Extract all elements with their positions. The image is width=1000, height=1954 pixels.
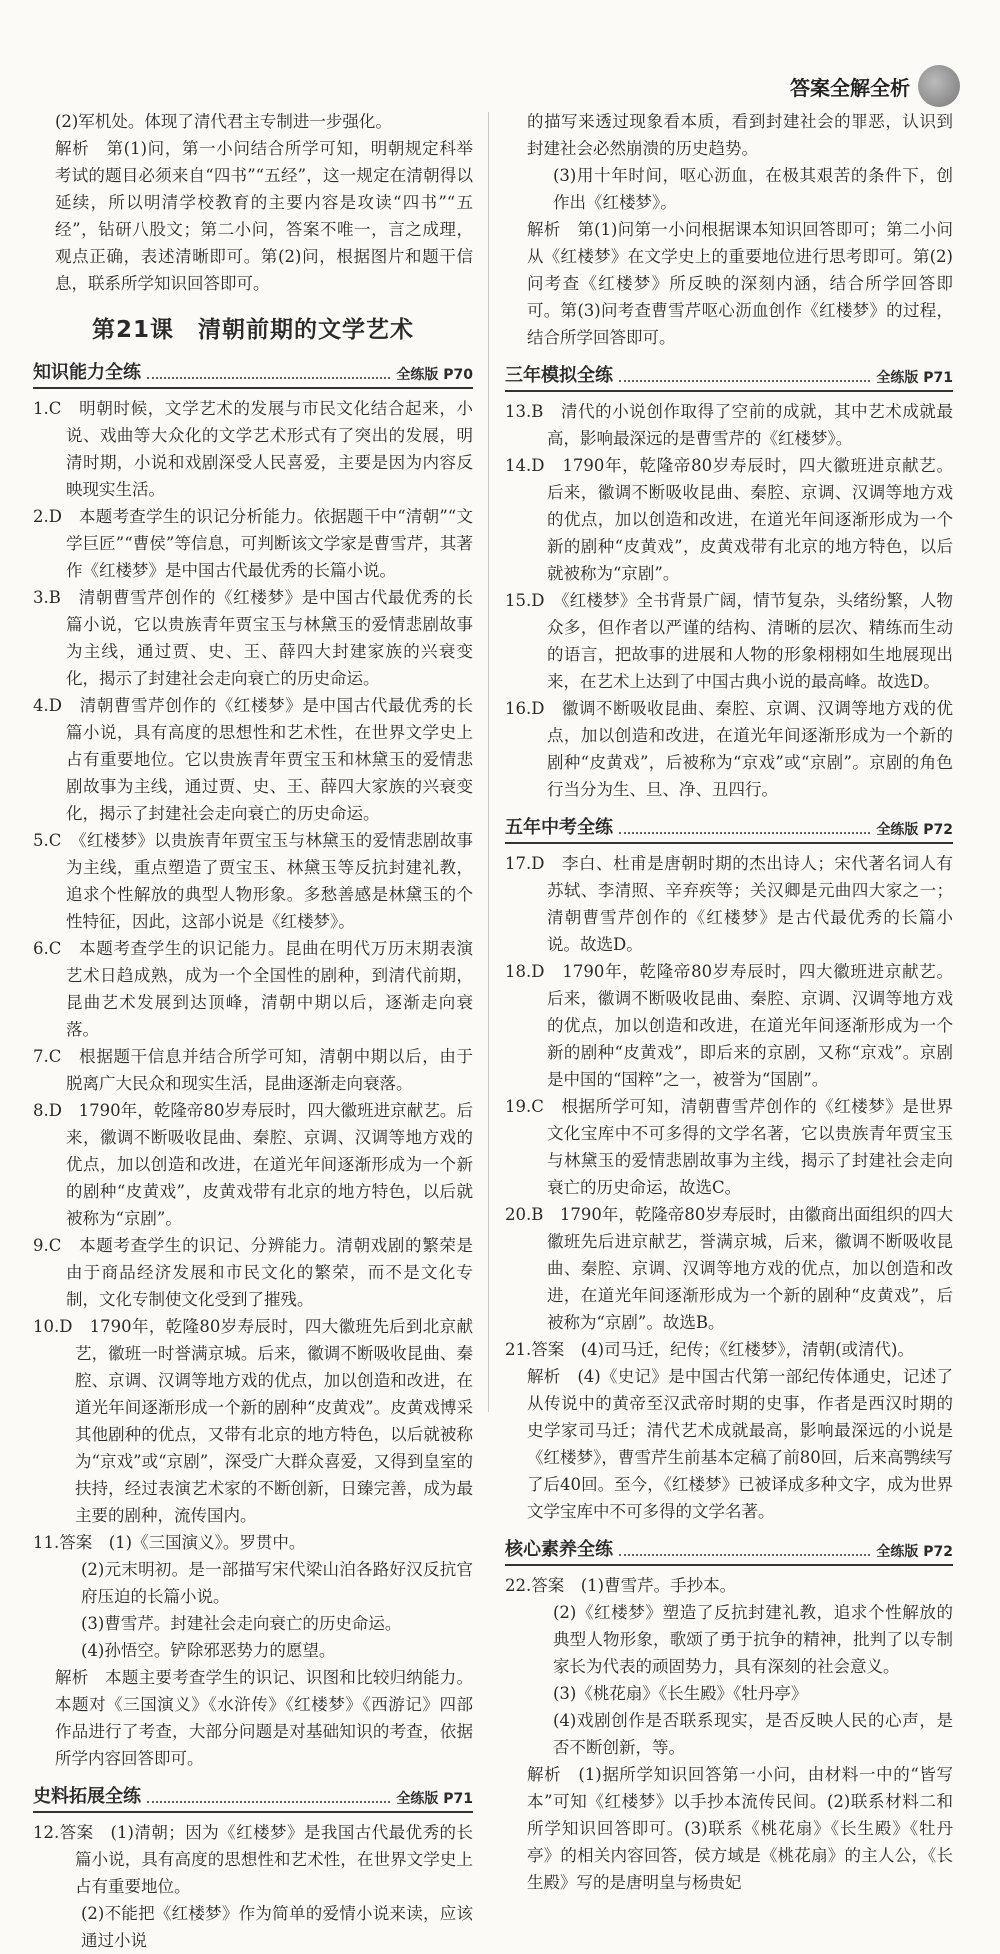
section-dots: [147, 1801, 390, 1803]
answer-item: 19.C 根据所学可知，清朝曹雪芹创作的《红楼梦》是世界文化宝库中不可多得的文学名著，它以贵族青年贾宝玉与林黛玉的爱情悲剧故事为主线，揭示了封建社会走向衰亡的历史命运，故选C。: [505, 1097, 953, 1197]
answer-item: 解析 (4)《史记》是中国古代第一部纪传体通史，记述了从传说中的黄帝至汉武帝时期的史事，作者是西汉时期的史学家司马迁；清代艺术成就最高，影响最深远的小说是《红楼梦》，曹雪芹生前基本定稿了前80回，后来高鹗续写了后40回。至今，《红楼梦》已被译成多种文字，成为世界文学宝库中不可多得的文学名著。: [527, 1367, 953, 1521]
right-section-2: [505, 1535, 953, 1896]
left-section-0: [33, 358, 473, 1772]
answer-item: 20.B 1790年，乾隆帝80岁寿辰时，由徽商出面组织的四大徽班先后进京献艺，誉满京城，后来，徽调不断吸收昆曲、秦腔、京调、汉调等地方戏的优点，加以创造和改进，在道光年间逐渐形成为一个新的剧种“皮黄戏”，后被称为“京剧”。故选B。: [505, 1205, 953, 1332]
lesson-title: 第21课 清朝前期的文学艺术: [91, 317, 414, 343]
answer-item: (3)曹雪芹。封建社会走向衰亡的历史命运。: [81, 1614, 402, 1633]
answer-item: 7.C 根据题干信息并结合所学可知，清朝中期以后，由于脱离广大民众和现实生活，昆曲逐渐走向衰落。: [33, 1047, 473, 1093]
right-section-1: [505, 813, 953, 1525]
intro-paragraph: 解析 第(1)问，第一小问结合所学可知，明朝规定科举考试的题目必须来自“四书”“五经”，这一规定在清朝得以延续，所以明清学校教育的主要内容是攻读“四书”“五经”，钻研八股文；第二小问，答案不唯一，言之成理，观点正确，表述清晰即可。第(2)问，根据图片和题干信息，联系所学知识回答即可。: [55, 139, 473, 293]
section-page-ref: 全练版 P72: [876, 1544, 953, 1560]
section-header: [505, 361, 953, 392]
section-header: [505, 813, 953, 844]
answer-item: 12.答案 (1)清朝；因为《红楼梦》是我国古代最优秀的长篇小说，具有高度的思想性和艺术性，在世界文学史上占有重要地位。: [33, 1823, 473, 1896]
logo-icon: [918, 65, 960, 107]
answer-item: 9.C 本题考查学生的识记、分辨能力。清朝戏剧的繁荣是由于商品经济发展和市民文化的繁荣，而不是文化专制，文化专制使文化受到了摧残。: [33, 1236, 473, 1309]
answer-item: (2)《红楼梦》塑造了反抗封建礼教，追求个性解放的典型人物形象，歌颂了勇于抗争的精神，批判了以专制家长为代表的顽固势力，具有深刻的社会意义。: [553, 1603, 953, 1676]
section-title: 知识能力全练: [33, 362, 141, 383]
section-dots: [147, 377, 390, 379]
answer-item: 11.答案 (1)《三国演义》。罗贯中。: [33, 1533, 306, 1552]
right-section-0: [505, 361, 953, 803]
answer-item: (4)戏剧创作是否联系现实，是否反映人民的心声，是否不断创新，等。: [553, 1711, 953, 1757]
answer-item: 8.D 1790年，乾隆帝80岁寿辰时，四大徽班进京献艺。后来，徽调不断吸收昆曲、秦腔、京调、汉调等地方戏的优点，加以创造和改进，在道光年间逐渐形成为一个新的剧种“皮黄戏”，皮黄戏带有北京的地方特色，以后就被称为“京剧”。: [33, 1101, 473, 1228]
column-divider: [488, 112, 489, 1412]
answer-item: 5.C 《红楼梦》以贵族青年贾宝玉与林黛玉的爱情悲剧故事为主线，重点塑造了贾宝玉、林黛玉等反抗封建礼教，追求个性解放的典型人物形象。多愁善感是林黛玉的个性特征，因此，这部小说是《红楼梦》。: [33, 831, 473, 931]
section-header: [505, 1535, 953, 1566]
answer-item: 6.C 本题考查学生的识记能力。昆曲在明代万历末期表演艺术日趋成熟，成为一个全国性的剧种，到清代前期，昆曲艺术发展到达顶峰，清朝中期以后，逐渐走向衰落。: [33, 939, 473, 1039]
left-section-1: [33, 1782, 473, 1954]
answer-item: 13.B 清代的小说创作取得了空前的成就，其中艺术成就最高，影响最深远的是曹雪芹的《红楼梦》。: [505, 402, 953, 448]
section-dots: [619, 832, 870, 834]
intro-paragraph: (3)用十年时间，呕心沥血，在极其艰苦的条件下，创作出《红楼梦》。: [553, 166, 953, 212]
section-page-ref: 全练版 P70: [396, 367, 473, 383]
answer-item: (2)元末明初。是一部描写宋代梁山泊各路好汉反抗官府压迫的长篇小说。: [81, 1560, 473, 1606]
answer-item: 14.D 1790年，乾隆帝80岁寿辰时，四大徽班进京献艺。后来，徽调不断吸收昆曲、秦腔、京调、汉调等地方戏的优点，加以创造和改进，在道光年间逐渐形成为一个新的剧种“皮黄戏”，皮黄戏带有北京的地方特色，以后就被称为“京剧”。: [505, 456, 953, 583]
answer-item: 4.D 清朝曹雪芹创作的《红楼梦》是中国古代最优秀的长篇小说，具有高度的思想性和艺术性，在世界文学史上占有重要地位。它以贵族青年贾宝玉和林黛玉的爱情悲剧故事为主线，通过贾、史、王、薛四大家族的兴衰变化，揭示了封建社会走向衰亡的历史命运。: [33, 696, 473, 823]
page-header: [790, 62, 960, 110]
section-title: 史料拓展全练: [33, 1786, 141, 1807]
right-column: [505, 108, 953, 1896]
answer-item: 22.答案 (1)曹雪芹。手抄本。: [505, 1576, 737, 1595]
section-page-ref: 全练版 P71: [396, 1791, 473, 1807]
answer-item: 21.答案 (4)司马迁，纪传；《红楼梦》，清朝(或清代)。: [505, 1340, 914, 1359]
answer-item: 2.D 本题考查学生的识记分析能力。依据题干中“清朝”“文学巨匠”“曹侯”等信息，可判断该文学家是曹雪芹，其著作《红楼梦》是中国古代最优秀的长篇小说。: [33, 507, 473, 580]
section-title: 三年模拟全练: [505, 365, 613, 386]
left-column: [33, 108, 473, 1954]
answer-item: 17.D 李白、杜甫是唐朝时期的杰出诗人；宋代著名词人有苏轼、李清照、辛弃疾等；关汉卿是元曲四大家之一；清朝曹雪芹创作的《红楼梦》是古代最优秀的长篇小说。故选D。: [505, 854, 953, 954]
answer-item: 10.D 1790年，乾隆80岁寿辰时，四大徽班先后到北京献艺，徽班一时誉满京城。后来，徽调不断吸收昆曲、秦腔、京调、汉调等地方戏的优点，加以创造和改进，在道光年间逐渐形成一个新的剧种“皮黄戏”。皮黄戏博采其他剧种的优点，又带有北京的地方特色，以后就被称为“京戏”或“京剧”，深受广大群众喜爱，又得到皇室的扶持，经过表演艺术家的不断创新，日臻完善，成为最主要的剧种，流传国内。: [33, 1317, 473, 1525]
section-header: [33, 1782, 473, 1813]
answer-item: 15.D 《红楼梦》全书背景广阔，情节复杂，头绪纷繁，人物众多，但作者以严谨的结构、清晰的层次、精练而生动的语言，把故事的进展和人物的形象栩栩如生地展现出来，在艺术上达到了中国古典小说的最高峰。故选D。: [505, 591, 953, 691]
intro-paragraph: 的描写来透过现象看本质，看到封建社会的罪恶，认识到封建社会必然崩溃的历史趋势。: [527, 112, 953, 158]
answer-item: (2)不能把《红楼梦》作为简单的爱情小说来读，应该通过小说: [81, 1904, 473, 1950]
answer-item: 3.B 清朝曹雪芹创作的《红楼梦》是中国古代最优秀的长篇小说，它以贵族青年贾宝玉与林黛玉的爱情悲剧故事为主线，通过贾、史、王、薛四大封建家族的兴衰变化，揭示了封建社会走向衰亡的历史命运。: [33, 588, 473, 688]
intro-paragraph: (2)军机处。体现了清代君主专制进一步强化。: [55, 112, 392, 131]
answer-item: 1.C 明朝时候，文学艺术的发展与市民文化结合起来，小说、戏曲等大众化的文学艺术形式有了突出的发展，明清时期，小说和戏剧深受人民喜爱，主要是因为内容反映现实生活。: [33, 399, 473, 499]
answer-item: (3)《桃花扇》《长生殿》《牡丹亭》: [553, 1684, 808, 1703]
section-title: 核心素养全练: [505, 1539, 613, 1560]
intro-paragraph: 解析 第(1)问第一小问根据课本知识回答即可；第二小问从《红楼梦》在文学史上的重要地位进行思考即可。第(2)问考查《红楼梦》所反映的深刻内涵，结合所学回答即可。第(3)问考查曹雪芹呕心沥血创作《红楼梦》的过程，结合所学回答即可。: [527, 220, 953, 347]
answer-item: 解析 本题主要考查学生的识记、识图和比较归纳能力。本题对《三国演义》《水浒传》《红楼梦》《西游记》四部作品进行了考查，大部分问题是对基础知识的考查，依据所学内容回答即可。: [55, 1668, 473, 1768]
section-page-ref: 全练版 P72: [876, 822, 953, 838]
answer-item: 16.D 徽调不断吸收昆曲、秦腔、京调、汉调等地方戏的优点，加以创造和改进，在道光年间逐渐形成为一个新的剧种“皮黄戏”，后被称为“京戏”或“京剧”。京剧的角色行当分为生、旦、净、丑四行。: [505, 699, 953, 799]
answer-item: 解析 (1)据所学知识回答第一小问，由材料一中的“皆写本”可知《红楼梦》以手抄本流传民间。(2)联系材料二和所学知识回答即可。(3)联系《桃花扇》《长生殿》《牡丹亭》的相关内容回答，侯方域是《桃花扇》的主人公，《长生殿》写的是唐明皇与杨贵妃: [527, 1765, 953, 1892]
section-dots: [619, 380, 870, 382]
header-title: 答案全解全析: [790, 75, 910, 100]
answer-item: 18.D 1790年，乾隆帝80岁寿辰时，四大徽班进京献艺。后来，徽调不断吸收昆曲、秦腔、京调、汉调等地方戏的优点，加以创造和改进，在道光年间逐渐形成为一个新的剧种“皮黄戏”，即后来的京剧，又称“京戏”。京剧是中国的“国粹”之一，被誉为“国剧”。: [505, 962, 953, 1089]
section-dots: [619, 1554, 870, 1556]
section-header: [33, 358, 473, 389]
answer-item: (4)孙悟空。铲除邪恶势力的愿望。: [81, 1641, 336, 1660]
section-page-ref: 全练版 P71: [876, 370, 953, 386]
section-title: 五年中考全练: [505, 817, 613, 838]
